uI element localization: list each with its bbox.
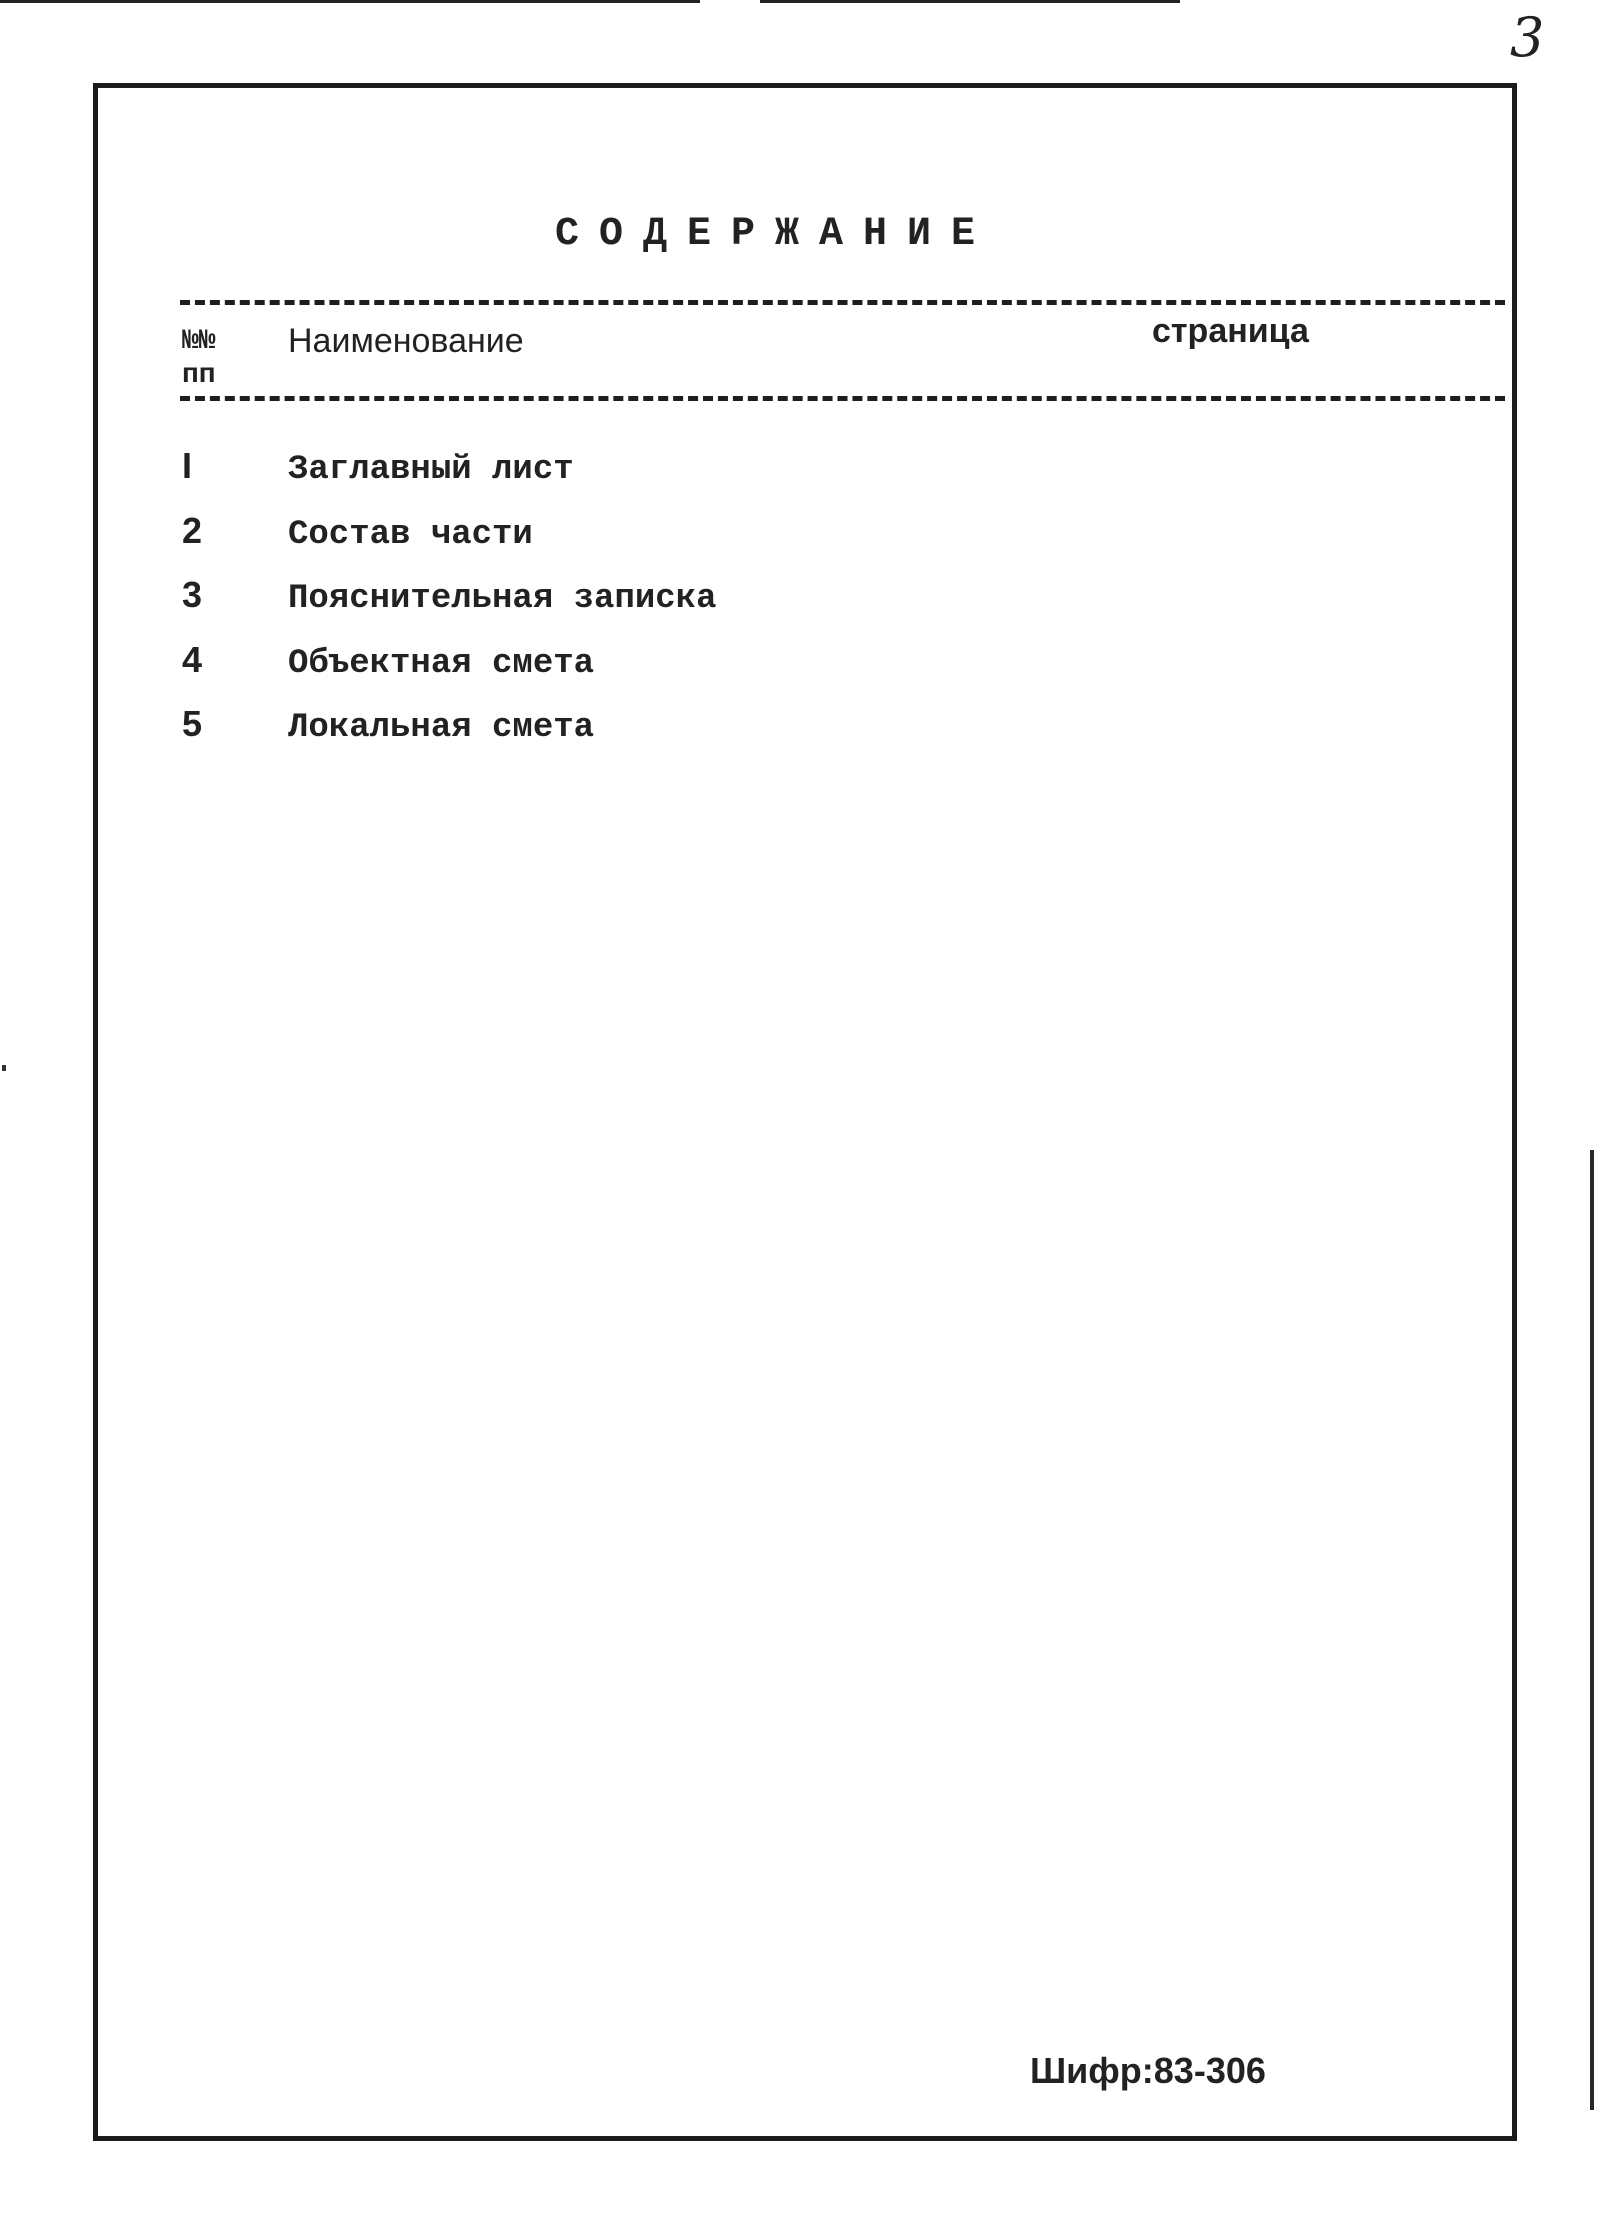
scan-edge-line	[0, 0, 700, 3]
row-number: 4	[182, 638, 203, 680]
row-name: Пояснительная записка	[288, 580, 717, 618]
contents-list	[182, 445, 1482, 768]
table-row	[182, 510, 1482, 575]
row-name: Состав части	[288, 515, 533, 554]
document-cipher: Шифр:83-306	[1030, 2050, 1266, 2091]
column-header-number: №№ пп	[182, 326, 216, 391]
table-row	[182, 445, 1482, 510]
document-frame	[93, 83, 1517, 2141]
page-number: 3	[1510, 6, 1545, 69]
row-name: Заглавный лист	[288, 451, 574, 489]
page-title: СОДЕРЖАНИЕ	[555, 212, 996, 257]
scan-edge-line	[760, 0, 1180, 3]
table-row	[182, 639, 1482, 704]
table-row	[182, 703, 1482, 768]
row-number: 5	[182, 703, 203, 744]
row-number: I	[182, 445, 193, 486]
row-name: Локальная смета	[288, 709, 595, 747]
table-row	[182, 574, 1482, 639]
scan-edge-artifact	[1590, 1150, 1594, 2110]
row-number: 3	[182, 574, 203, 615]
table-header-bottom-rule	[180, 396, 1505, 401]
row-name: Объектная смета	[288, 644, 595, 683]
column-header-page: страница	[1152, 312, 1309, 350]
column-header-name: Наименование	[288, 322, 524, 360]
row-number: 2	[182, 509, 203, 551]
scan-edge-artifact	[2, 1065, 6, 1071]
table-header-top-rule	[180, 300, 1505, 305]
